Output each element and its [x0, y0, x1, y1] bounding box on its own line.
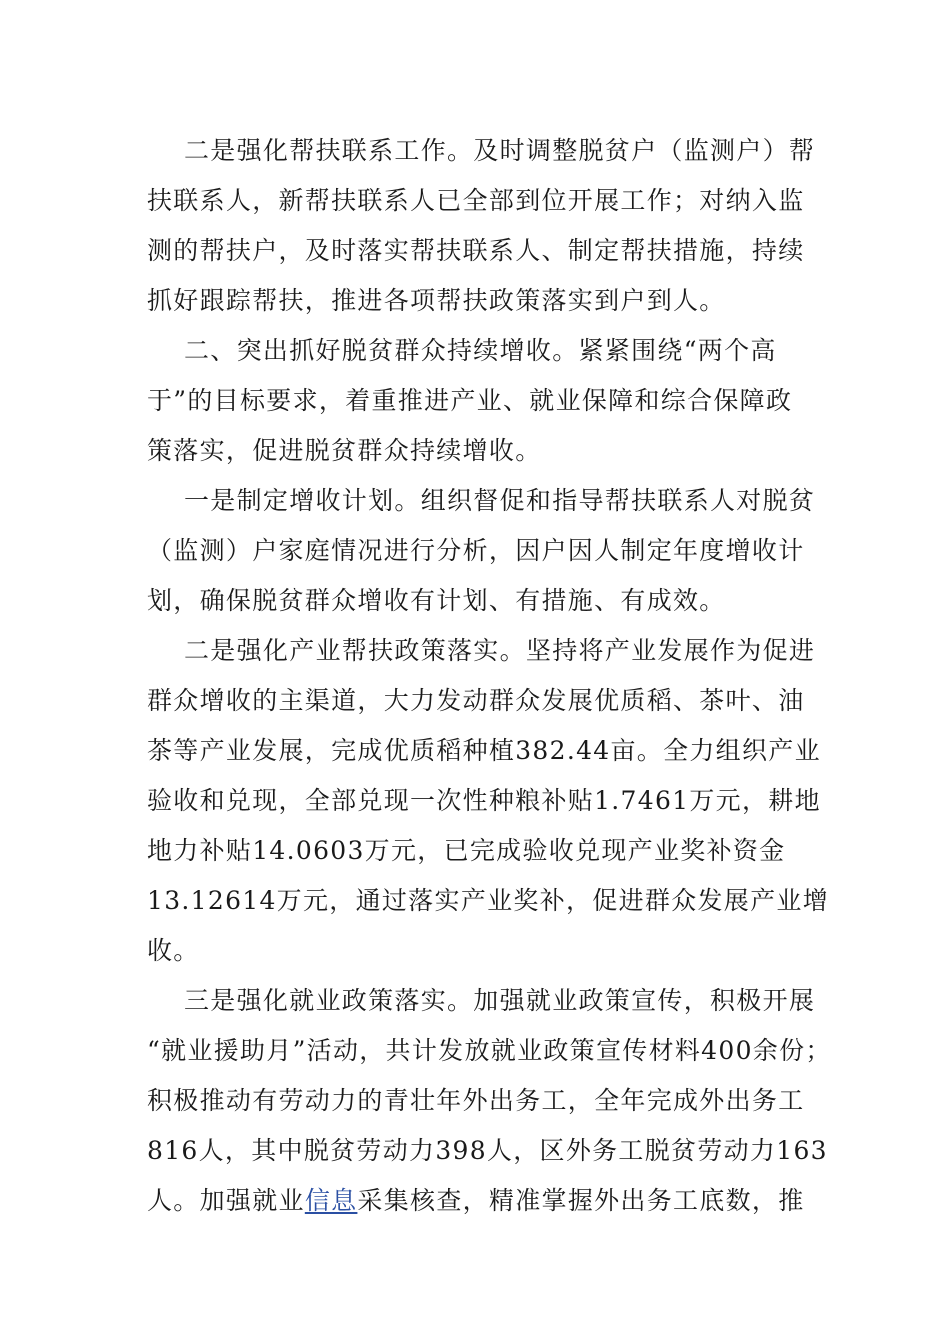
paragraph-line: 13.12614万元，通过落实产业奖补，促进群众发展产业增	[147, 886, 829, 915]
paragraph-line: 816人，其中脱贫劳动力398人，区外务工脱贫劳动力163	[147, 1136, 828, 1165]
line-text-after-link: 采集核查，精准掌握外出务工底数，推	[357, 1186, 805, 1215]
paragraph-line: 群众增收的主渠道，大力发动群众发展优质稻、茶叶、油	[147, 686, 805, 715]
paragraph-line: 测的帮扶户，及时落实帮扶联系人、制定帮扶措施，持续	[147, 236, 805, 265]
paragraph-line: （监测）户家庭情况进行分析，因户因人制定年度增收计	[147, 536, 805, 565]
paragraph-line: 地力补贴14.0603万元，已完成验收兑现产业奖补资金	[147, 836, 786, 865]
paragraph-line: 三是强化就业政策落实。加强就业政策宣传，积极开展	[184, 986, 816, 1015]
paragraph-line: 二是强化产业帮扶政策落实。坚持将产业发展作为促进	[184, 636, 816, 665]
paragraph-line: 收。	[147, 936, 200, 965]
paragraph-line: 扶联系人，新帮扶联系人已全部到位开展工作；对纳入监	[147, 186, 805, 215]
paragraph-line: 茶等产业发展，完成优质稻种植382.44亩。全力组织产业	[147, 736, 821, 765]
paragraph-line: 一是制定增收计划。组织督促和指导帮扶联系人对脱贫	[184, 486, 816, 515]
paragraph-line: “就业援助月”活动，共计发放就业政策宣传材料400余份；	[147, 1036, 832, 1065]
paragraph-line: 划，确保脱贫群众增收有计划、有措施、有成效。	[147, 586, 726, 615]
paragraph-line: 积极推动有劳动力的青壮年外出务工，全年完成外出务工	[147, 1086, 805, 1115]
paragraph-line: 二是强化帮扶联系工作。及时调整脱贫户（监测户）帮	[184, 136, 816, 165]
info-link[interactable]: 信息	[304, 1186, 358, 1215]
paragraph-line: 验收和兑现，全部兑现一次性种粮补贴1.7461万元，耕地	[147, 786, 821, 815]
paragraph-line: 策落实，促进脱贫群众持续增收。	[147, 436, 542, 465]
paragraph-line: 抓好跟踪帮扶，推进各项帮扶政策落实到户到人。	[147, 286, 726, 315]
line-text-before-link: 人。加强就业	[147, 1186, 305, 1215]
paragraph-line	[147, 1186, 805, 1216]
section-heading-line: 二、突出抓好脱贫群众持续增收。紧紧围绕“两个高	[184, 336, 777, 365]
paragraph-line: 于”的目标要求，着重推进产业、就业保障和综合保障政	[147, 386, 793, 415]
